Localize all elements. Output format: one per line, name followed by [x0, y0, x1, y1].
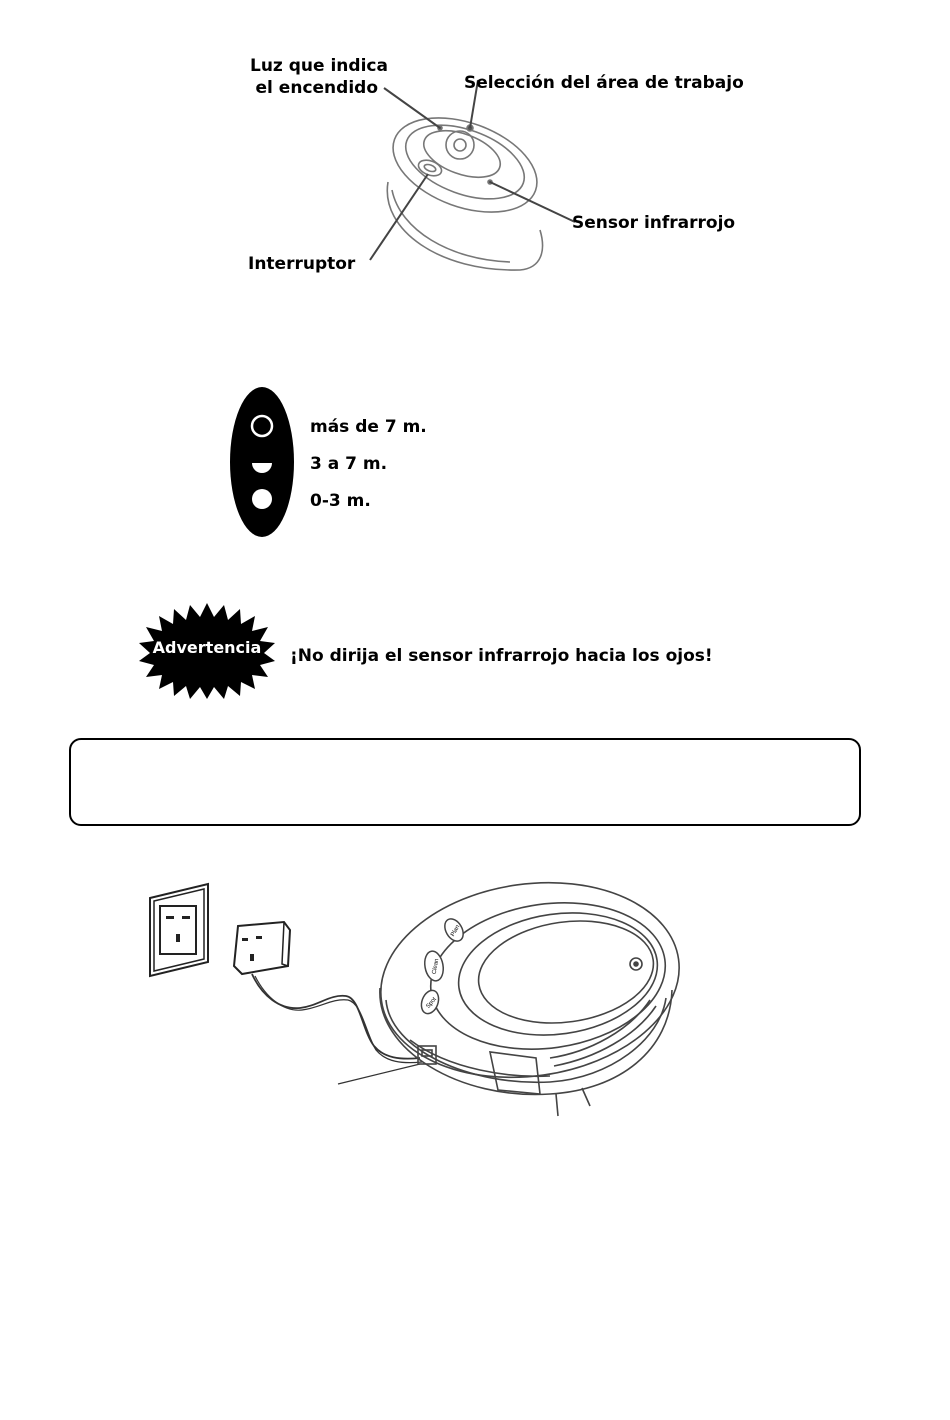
- robot-vacuum-illustration: [370, 880, 680, 1120]
- infrared-sensor-label: Sensor infrarrojo: [572, 213, 736, 233]
- work-area-label: Selección del área de trabajo: [464, 73, 744, 93]
- warning-badge-label: Advertencia: [152, 638, 262, 657]
- robot-clean-button-label: Clean: [431, 958, 441, 975]
- range-label-far: más de 7 m.: [310, 417, 427, 437]
- robot-plan-button-label: Plan: [450, 924, 462, 938]
- robot-spot-button-label: Spot: [425, 996, 438, 1010]
- power-light-label-line1: Luz que indica: [250, 56, 388, 76]
- robot-control-buttons: [418, 916, 467, 1016]
- power-light-label-line2: el encendido: [255, 78, 378, 98]
- range-label-mid: 3 a 7 m.: [310, 454, 388, 474]
- range-label-near: 0-3 m.: [310, 491, 371, 511]
- warning-text: ¡No dirija el sensor infrarrojo hacia los ojos!: [290, 646, 713, 666]
- switch-label: Interruptor: [248, 254, 356, 274]
